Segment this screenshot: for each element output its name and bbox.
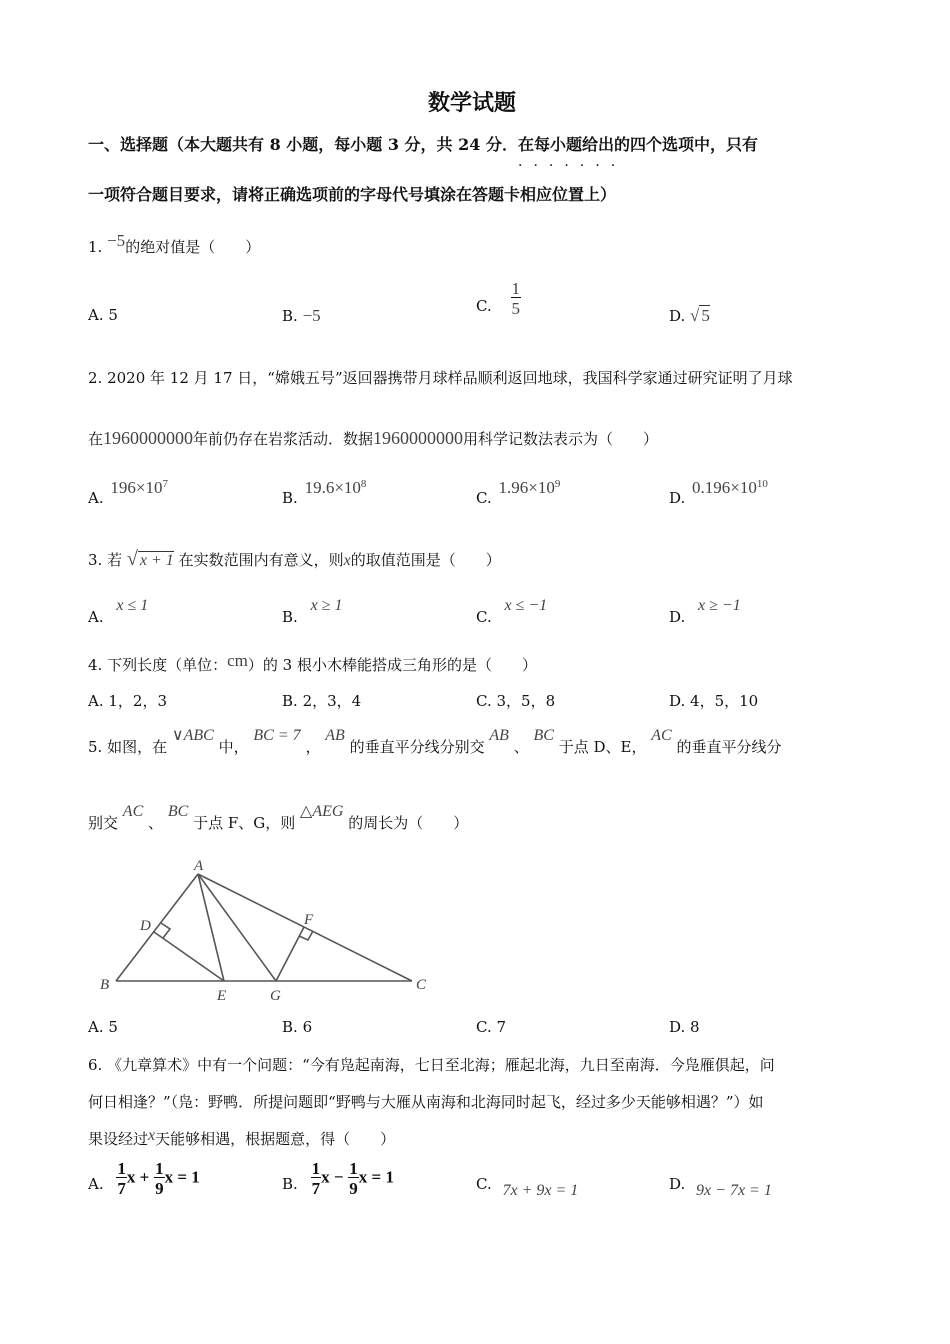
emphasis-dots: ······· <box>518 158 627 174</box>
q3-option-c[interactable]: C. x ≤ −1 <box>476 597 548 626</box>
q1-text: 的绝对值是（ ） <box>125 238 261 256</box>
triangle-figure <box>96 856 436 1006</box>
label-C: C <box>416 977 427 993</box>
q6-option-b[interactable]: B. $\frac{1}{7}$ x − $\frac{1}{9}$ x = 1 <box>282 1159 394 1198</box>
question-6-line1: 6. 《九章算术》中有一个问题：“今有凫起南海，七日至北海；雁起北海，九日至南海．今凫雁俱起，问 <box>88 1056 775 1074</box>
q4-option-b[interactable]: B. 2，3，4 <box>282 692 362 710</box>
label-B: B <box>100 977 110 993</box>
label-D: D <box>140 918 151 934</box>
q4-option-c[interactable]: C. 3，5，8 <box>476 692 556 710</box>
right-angle-D <box>161 923 170 938</box>
q5-option-b[interactable]: B. 6 <box>282 1018 313 1036</box>
section-heading-line1: 一、选择题（本大题共有 8 小题，每小题 3 分，共 24 分．在每小题给出的四个选项中，只有 <box>88 135 758 154</box>
question-2-line2: 在1960000000年前仍存在岩浆活动．数据1960000000用科学记数法表示为（ ） <box>88 428 659 448</box>
question-6-line3: 果设经过x天能够相遇，根据题意，得（ ） <box>88 1127 396 1148</box>
q4-option-d[interactable]: D. 4，5，10 <box>669 692 759 710</box>
segment-AG <box>198 874 276 981</box>
q3-option-a[interactable]: A. x ≤ 1 <box>88 597 149 626</box>
question-2-line1: 2. 2020 年 12 月 17 日，“嫦娥五号”返回器携带月球样品顺利返回地球，我国科学家通过研究证明了月球 <box>88 369 793 387</box>
segment-FG <box>276 927 304 981</box>
question-6-line2: 何日相逢？”（凫：野鸭．所提问题即“野鸭与大雁从南海和北海同时起飞，经过多少天能够相遇？”）如 <box>88 1093 764 1111</box>
page-title: 数学试题 <box>428 90 517 116</box>
label-E: E <box>217 988 227 1004</box>
q5-option-a[interactable]: A. 5 <box>88 1018 118 1036</box>
question-5-line2: 别交 AC 、 BC 于点 F、G，则 △AEG 的周长为（ ） <box>88 803 469 832</box>
question-1-stem <box>88 231 261 257</box>
q4-option-a[interactable]: A. 1，2，3 <box>88 692 168 710</box>
q3-option-d[interactable]: D. x ≥ −1 <box>669 597 741 626</box>
q1-option-a[interactable]: A. 5 <box>88 306 118 324</box>
segment-AB <box>116 874 198 981</box>
question-3-stem: 3. 若 √ x + 1 在实数范围内有意义，则x的取值范围是（ ） <box>88 548 501 570</box>
q6-option-c[interactable]: C. 7x + 9x = 1 <box>476 1175 579 1199</box>
label-F: F <box>304 912 314 928</box>
fraction: $\frac{1}{5}$ <box>511 279 520 318</box>
q3-option-b[interactable]: B. x ≥ 1 <box>282 597 343 626</box>
question-5-line1: 5. 如图，在 ∨ABC 中， BC = 7 ， AB 的垂直平分线分别交 AB 、 BC 于点 D、E， AC 的垂直平分线分 <box>88 727 782 756</box>
question-4-stem: 4. 下列长度（单位：cm）的 3 根小木棒能搭成三角形的是（ ） <box>88 651 537 674</box>
q2-option-b[interactable]: B. $19.6\times 10^8$ <box>282 478 367 507</box>
q1-option-b[interactable]: B. −5 <box>282 306 321 325</box>
question-number: 1. <box>88 238 103 256</box>
q2-option-a[interactable]: A. $196\times 10^7$ <box>88 478 168 507</box>
q2-option-c[interactable]: C. $1.96\times 10^9$ <box>476 478 561 507</box>
q2-option-d[interactable]: D. $0.196\times 10^{10}$ <box>669 478 768 507</box>
q1-math: −5 <box>107 231 126 250</box>
q1-option-c[interactable]: C. $\frac{1}{5}$ <box>476 279 520 318</box>
label-G: G <box>270 988 281 1004</box>
section-heading-line2: 一项符合题目要求，请将正确选项前的字母代号填涂在答题卡相应位置上） <box>88 185 617 204</box>
q1-option-d[interactable]: D. √ 5 <box>669 306 710 325</box>
q5-option-c[interactable]: C. 7 <box>476 1018 507 1036</box>
q6-option-a[interactable]: A. $\frac{1}{7}$ x + $\frac{1}{9}$ x = 1 <box>88 1159 200 1198</box>
label-A: A <box>194 858 204 874</box>
q6-option-d[interactable]: D. 9x − 7x = 1 <box>669 1175 772 1199</box>
q5-option-d[interactable]: D. 8 <box>669 1018 700 1036</box>
